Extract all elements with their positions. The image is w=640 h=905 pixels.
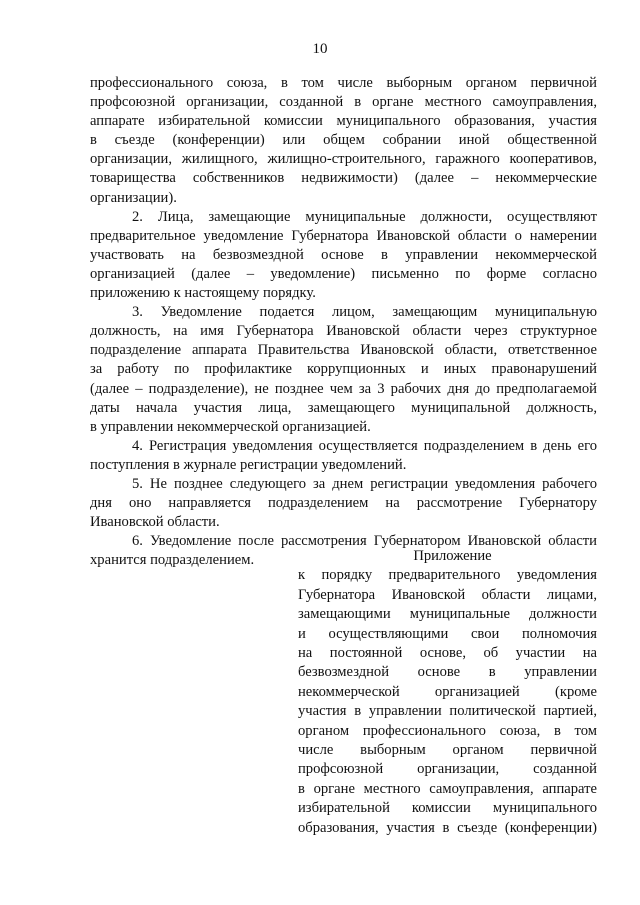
text-line: профессионального союза, в том числе выборным органом первичной: [90, 75, 597, 91]
text-line: дня оно направляется подразделением на рассмотрение Губернатору: [90, 495, 597, 512]
text-line: товарищества собственников недвижимости) (далее – некоммерческие: [90, 170, 597, 187]
paragraph-5: [90, 475, 597, 532]
text-line: подразделение аппарата Правительства Ивановской области, ответственное: [90, 342, 597, 359]
text-line: поступления в журнале регистрации уведомлений.: [90, 456, 407, 473]
appendix-line: профсоюзной организации, созданной: [298, 761, 597, 778]
text-line: (далее – подразделение), не позднее чем за 3 рабочих дня до предполагаемой: [90, 380, 597, 397]
text-line: в съезде (конференции) или общем собрании иной общественной: [90, 132, 597, 149]
text-line: 6. Уведомление после рассмотрения Губернатором Ивановской области: [132, 533, 597, 550]
appendix-line: к порядку предварительного уведомления: [298, 567, 597, 584]
appendix-line: участия в управлении политической партией,: [298, 703, 597, 720]
paragraph-4: [90, 437, 597, 475]
appendix-line: некоммерческой организацией (кроме: [298, 683, 597, 700]
appendix-line: органом профессионального союза, в том: [298, 722, 597, 739]
text-line: должность, на имя Губернатора Ивановской области через структурное: [90, 323, 597, 340]
text-line: Ивановской области.: [90, 514, 220, 531]
appendix-line: замещающими муниципальные должности: [298, 606, 597, 623]
appendix-line: избирательной комиссии муниципального: [298, 800, 597, 817]
appendix-line: Губернатора Ивановской области лицами,: [298, 586, 597, 603]
appendix-line: безвозмездной основе в управлении: [298, 664, 597, 681]
text-line: организации).: [90, 189, 177, 206]
text-line: 2. Лица, замещающие муниципальные должности, осуществляют: [132, 208, 597, 225]
text-line: аппарате избирательной комиссии муниципального образования, участия: [90, 113, 597, 130]
text-line: в управлении некоммерческой организацией.: [90, 418, 371, 435]
body-text: [90, 74, 597, 570]
text-line: даты начала участия лица, замещающего муниципальной должность,: [90, 399, 597, 416]
appendix-title: Приложение: [413, 548, 492, 564]
text-line: участвовать на безвозмездной основе в управлении некоммерческой: [90, 246, 597, 263]
appendix-line: числе выборным органом первичной: [298, 742, 597, 759]
appendix-line: образования, участия в съезде (конференции): [298, 819, 597, 836]
paragraph-1: [90, 74, 597, 208]
appendix-line: на постоянной основе, об участии на: [298, 645, 597, 662]
text-line: хранится подразделением.: [90, 552, 255, 569]
text-line: 3. Уведомление подается лицом, замещающим муниципальную: [132, 304, 597, 321]
appendix-line: в органе местного самоуправления, аппарате: [298, 780, 597, 797]
text-line: организации, жилищного, жилищно-строительного, гаражного кооперативов,: [90, 151, 597, 168]
text-line: за работу по профилактике коррупционных и иных правонарушений: [90, 361, 597, 378]
appendix-line: и осуществляющими свои полномочия: [298, 625, 597, 642]
text-line: 5. Не позднее следующего за днем регистрации уведомления рабочего: [132, 475, 597, 492]
paragraph-3: [90, 303, 597, 437]
text-line: приложению к настоящему порядку.: [90, 285, 316, 302]
text-line: 4. Регистрация уведомления осуществляется подразделением в день его: [132, 437, 597, 454]
text-line: предварительное уведомление Губернатора Ивановской области о намерении: [90, 227, 597, 244]
text-line: организацией (далее – уведомление) письменно по форме согласно: [90, 265, 597, 282]
paragraph-2: [90, 208, 597, 303]
text-line: профсоюзной организации, созданной в органе местного самоуправления,: [90, 94, 597, 111]
appendix-block: [298, 547, 597, 838]
page-number: 10: [312, 41, 328, 57]
